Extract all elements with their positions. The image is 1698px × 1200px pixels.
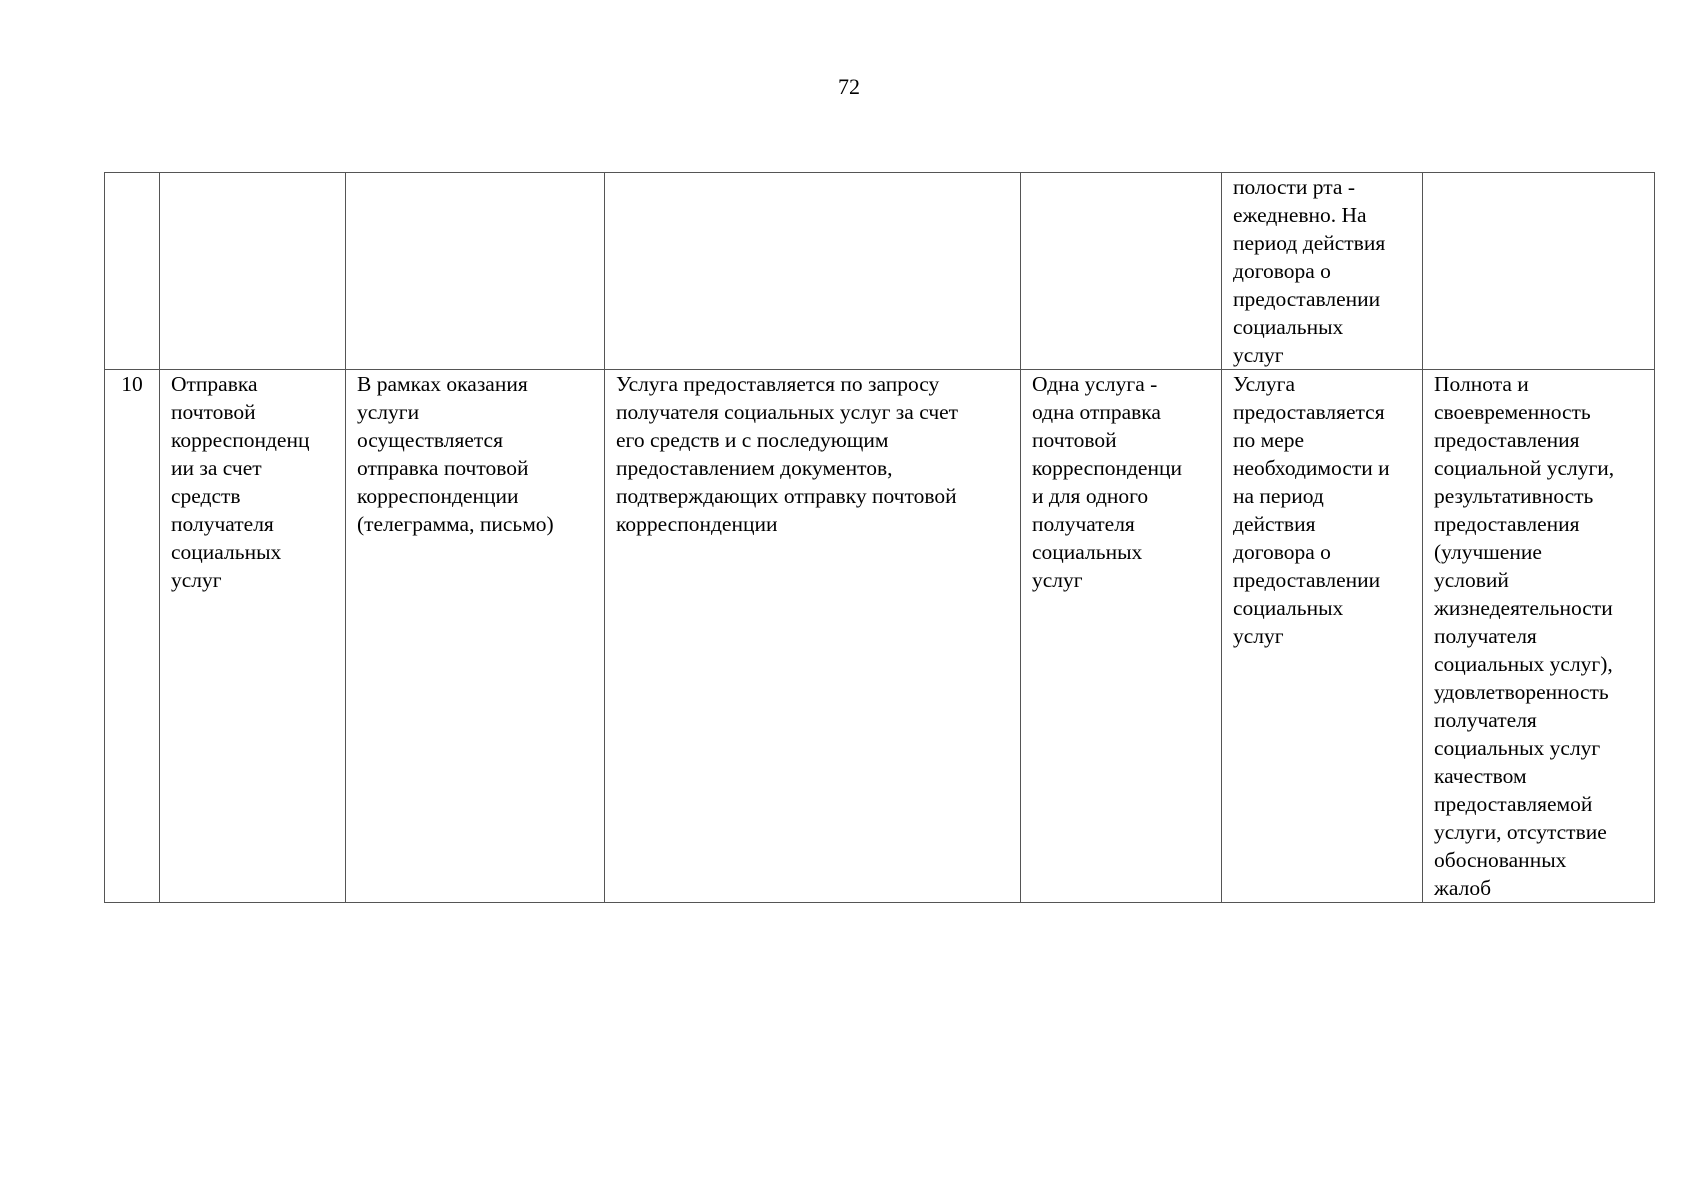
frequency-line: предоставлении: [1233, 568, 1381, 592]
quality-line: обоснованных: [1434, 848, 1567, 872]
quality-cell: [1423, 173, 1655, 370]
quality-line: получателя: [1434, 708, 1537, 732]
quality-line: удовлетворенность: [1434, 680, 1609, 704]
frequency-cell: [1222, 173, 1423, 370]
frequency-cell: [1222, 370, 1423, 903]
conditions-line: корреспонденции: [616, 512, 778, 536]
frequency-line: социальных: [1233, 315, 1344, 339]
quality-line: социальной услуги,: [1434, 456, 1615, 480]
quality-line: жизнедеятельности: [1434, 596, 1613, 620]
quality-line: условий: [1434, 568, 1509, 592]
service-name-line: корреспонденц: [171, 428, 310, 452]
quality-line: качеством: [1434, 764, 1527, 788]
frequency-line: период действия: [1233, 231, 1386, 255]
service-name-cell: [160, 370, 346, 903]
unit-line: корреспонденци: [1032, 456, 1182, 480]
quality-line: Полнота и: [1434, 372, 1529, 396]
page-number: 72: [838, 74, 860, 99]
service-name-line: получателя: [171, 512, 274, 536]
conditions-line: подтверждающих отправку почтовой: [616, 484, 957, 508]
conditions-line: получателя социальных услуг за счет: [616, 400, 959, 424]
service-name-line: услуг: [171, 568, 222, 592]
frequency-line: действия: [1233, 512, 1316, 536]
description-line: (телеграмма, письмо): [357, 512, 554, 536]
quality-line: социальных услуг: [1434, 736, 1601, 760]
quality-line: своевременность: [1434, 400, 1591, 424]
frequency-line: договора о: [1233, 259, 1331, 283]
description-cell: [346, 173, 605, 370]
unit-cell: [1021, 173, 1222, 370]
row-number-cell: [105, 370, 160, 903]
table-row-continued: [105, 173, 1655, 370]
service-name-line: ии за счет: [171, 456, 262, 480]
frequency-line: социальных: [1233, 596, 1344, 620]
frequency-line: Услуга: [1233, 372, 1296, 396]
quality-line: услуги, отсутствие: [1434, 820, 1607, 844]
conditions-line: Услуга предоставляется по запросу: [616, 372, 940, 396]
service-name-cell: [160, 173, 346, 370]
unit-cell: [1021, 370, 1222, 903]
frequency-line: ежедневно. На: [1233, 203, 1367, 227]
quality-line: (улучшение: [1434, 540, 1542, 564]
frequency-line: услуг: [1233, 624, 1284, 648]
quality-line: результативность: [1434, 484, 1594, 508]
description-line: отправка почтовой: [357, 456, 529, 480]
description-line: корреспонденции: [357, 484, 519, 508]
service-name-line: почтовой: [171, 400, 256, 424]
frequency-line: договора о: [1233, 540, 1331, 564]
frequency-line: предоставляется: [1233, 400, 1385, 424]
conditions-line: его средств и с последующим: [616, 428, 889, 452]
frequency-line: по мере: [1233, 428, 1305, 452]
unit-line: и для одного: [1032, 484, 1149, 508]
unit-line: Одна услуга -: [1032, 372, 1158, 396]
frequency-line: необходимости и: [1233, 456, 1390, 480]
frequency-line: полости рта -: [1233, 175, 1356, 199]
quality-line: предоставления: [1434, 512, 1580, 536]
conditions-line: предоставлением документов,: [616, 456, 893, 480]
conditions-cell: [605, 370, 1021, 903]
frequency-line: услуг: [1233, 343, 1284, 367]
frequency-line: предоставлении: [1233, 287, 1381, 311]
table-row-10: [105, 370, 1655, 903]
row-number-cell: [105, 173, 160, 370]
description-cell: [346, 370, 605, 903]
unit-line: социальных: [1032, 540, 1143, 564]
quality-cell: [1423, 370, 1655, 903]
quality-line: социальных услуг),: [1434, 652, 1613, 676]
quality-line: жалоб: [1434, 876, 1492, 900]
frequency-line: на период: [1233, 484, 1324, 508]
row-number: 10: [121, 372, 143, 396]
services-table: [104, 172, 1655, 903]
conditions-cell: [605, 173, 1021, 370]
unit-line: получателя: [1032, 512, 1135, 536]
description-line: В рамках оказания: [357, 372, 528, 396]
description-line: услуги: [357, 400, 420, 424]
unit-line: почтовой: [1032, 428, 1117, 452]
service-name-line: Отправка: [171, 372, 258, 396]
service-name-line: средств: [171, 484, 241, 508]
unit-line: одна отправка: [1032, 400, 1161, 424]
unit-line: услуг: [1032, 568, 1083, 592]
quality-line: предоставления: [1434, 428, 1580, 452]
service-name-line: социальных: [171, 540, 282, 564]
description-line: осуществляется: [357, 428, 503, 452]
quality-line: предоставляемой: [1434, 792, 1593, 816]
quality-line: получателя: [1434, 624, 1537, 648]
